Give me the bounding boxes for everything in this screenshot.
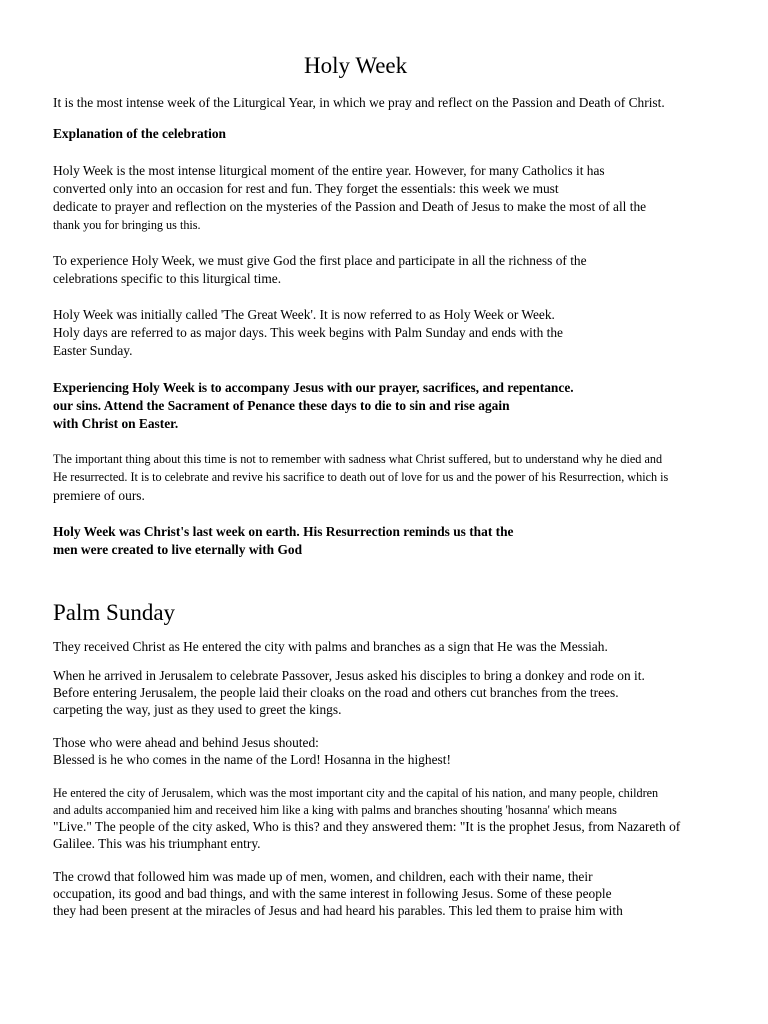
- paragraph-line: dedicate to prayer and reflection on the mysteries of the Passion and Death of Jesus to make the most of all the: [53, 199, 647, 214]
- paragraph-line: He entered the city of Jerusalem, which was the most important city and the capital of his nation, and many people, children: [53, 786, 659, 800]
- paragraph-line: thank you for bringing us this.: [53, 218, 201, 232]
- paragraph-line: Holy days are referred to as major days. This week begins with Palm Sunday and ends with the: [53, 325, 563, 340]
- emphasis-line: men were created to live eternally with God: [53, 542, 303, 557]
- emphasis-line: Holy Week was Christ's last week on earth. His Resurrection reminds us that the: [53, 524, 514, 539]
- paragraph-line: Easter Sunday.: [53, 343, 133, 358]
- emphasis-line: Experiencing Holy Week is to accompany Jesus with our prayer, sacrifices, and repentance.: [53, 380, 574, 395]
- emphasis-line: our sins. Attend the Sacrament of Penance these days to die to sin and rise again: [53, 398, 510, 413]
- paragraph-line: Holy Week was initially called 'The Great Week'. It is now referred to as Holy Week or Week.: [53, 307, 555, 322]
- paragraph-line: "Live." The people of the city asked, Who is this? and they answered them: "It is the prophet Jesus, from Nazareth of: [53, 819, 681, 834]
- paragraph-line: To experience Holy Week, we must give God the first place and participate in all the richness of the: [53, 253, 587, 268]
- paragraph-line: The crowd that followed him was made up of men, women, and children, each with their name, their: [53, 869, 593, 884]
- paragraph-line: Blessed is he who comes in the name of the Lord! Hosanna in the highest!: [53, 752, 451, 767]
- paragraph-line: The important thing about this time is not to remember with sadness what Christ suffered, but to understand why he died and: [53, 452, 663, 466]
- subheading: Explanation of the celebration: [53, 126, 226, 141]
- paragraph-line: Holy Week is the most intense liturgical moment of the entire year. However, for many Catholics it has: [53, 163, 605, 178]
- paragraph-line: Before entering Jerusalem, the people laid their cloaks on the road and others cut branches from the trees.: [53, 685, 619, 700]
- paragraph-line: carpeting the way, just as they used to greet the kings.: [53, 702, 342, 717]
- paragraph-line: He resurrected. It is to celebrate and revive his sacrifice to death out of love for us and the power of his Resurrection, which is: [53, 470, 669, 484]
- paragraph-line: occupation, its good and bad things, and with the same interest in following Jesus. Some of these people: [53, 886, 612, 901]
- emphasis-line: with Christ on Easter.: [53, 416, 179, 431]
- paragraph-line: converted only into an occasion for rest and fun. They forget the essentials: this week we must: [53, 181, 559, 196]
- section-title-palm-sunday: Palm Sunday: [53, 600, 176, 625]
- paragraph-line: premiere of ours.: [53, 488, 145, 503]
- paragraph-line: When he arrived in Jerusalem to celebrate Passover, Jesus asked his disciples to bring a donkey and rode on it.: [53, 668, 645, 683]
- paragraph-line: celebrations specific to this liturgical time.: [53, 271, 282, 286]
- paragraph-line: Galilee. This was his triumphant entry.: [53, 836, 261, 851]
- paragraph-line: Those who were ahead and behind Jesus shouted:: [53, 735, 319, 750]
- paragraph-line: and adults accompanied him and received him like a king with palms and branches shouting 'hosanna' which means: [53, 803, 617, 817]
- paragraph-line: they had been present at the miracles of Jesus and had heard his parables. This led them to praise him with: [53, 903, 623, 918]
- intro-text: It is the most intense week of the Liturgical Year, in which we pray and reflect on the Passion and Death of Christ.: [53, 95, 665, 110]
- page-title: Holy Week: [304, 53, 408, 78]
- section-intro: They received Christ as He entered the city with palms and branches as a sign that He was the Messiah.: [53, 639, 608, 654]
